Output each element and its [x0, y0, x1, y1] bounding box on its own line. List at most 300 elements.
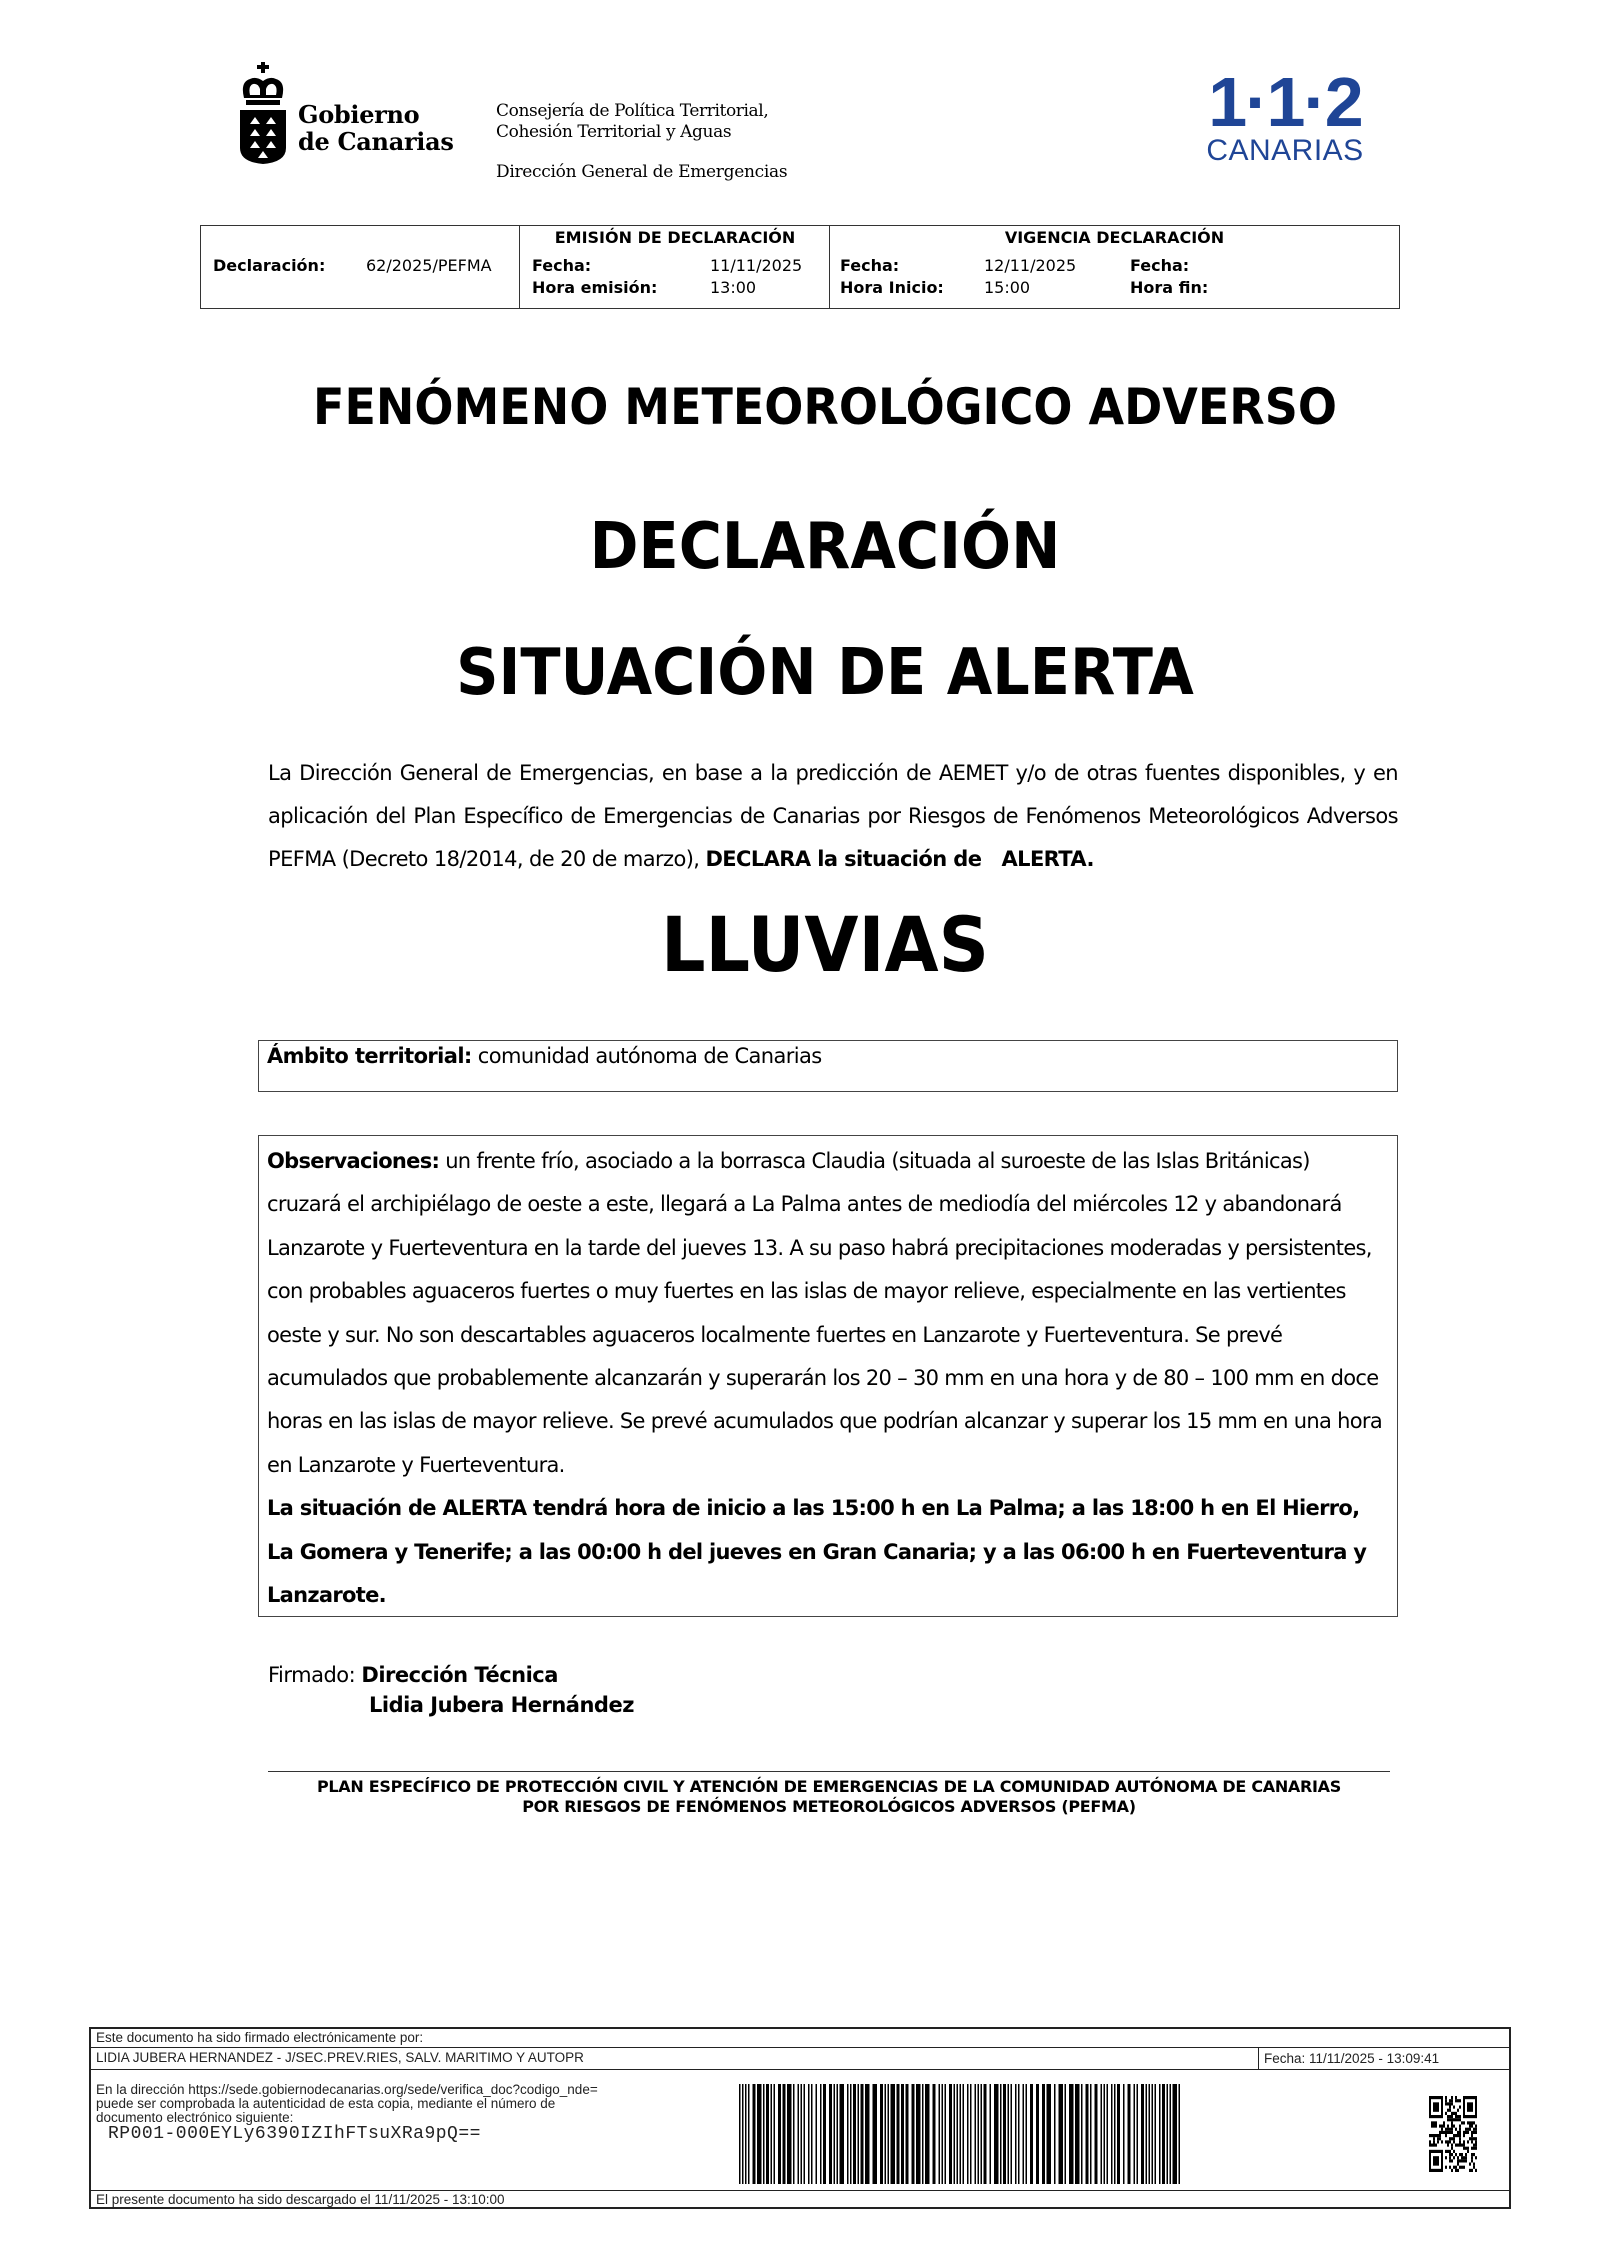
qr-module: [1451, 2153, 1453, 2156]
qr-module: [1459, 2106, 1461, 2109]
barcode-bar: [1026, 2084, 1028, 2184]
qr-module: [1469, 2125, 1471, 2128]
barcode-bar: [840, 2084, 845, 2184]
qr-module: [1457, 2159, 1459, 2162]
barcode-bar: [1075, 2084, 1080, 2184]
qr-module: [1455, 2128, 1457, 2131]
qr-finder: [1433, 2102, 1439, 2112]
qr-module: [1473, 2147, 1475, 2150]
qr-module: [1461, 2153, 1463, 2156]
qr-module: [1463, 2140, 1465, 2143]
qr-module: [1465, 2153, 1467, 2156]
qr-module: [1463, 2166, 1465, 2169]
barcode-bar: [850, 2084, 852, 2184]
qr-module: [1459, 2153, 1461, 2156]
qr-module: [1467, 2150, 1469, 2153]
qr-module: [1465, 2156, 1467, 2159]
qr-module: [1463, 2121, 1465, 2124]
barcode-bar: [1123, 2084, 1125, 2184]
barcode-bar: [748, 2084, 750, 2184]
qr-module: [1473, 2128, 1475, 2131]
verification-text: En la dirección https://sede.gobiernodecanarias.org/sede/verifica_doc?codigo_nde= puede ser comprobada la autenticidad de esta copia, mediante el número de documento electrónico siguiente: RP001-000EYLy6390IZIhFTsuXRa9pQ==: [96, 2082, 598, 2144]
signer-name: LIDIA JUBERA HERNANDEZ - J/SEC.PREV.RIES, SALV. MARITIMO Y AUTOPR: [96, 2050, 584, 2065]
qr-module: [1457, 2115, 1459, 2118]
barcode-bar: [981, 2084, 983, 2184]
qr-module: [1433, 2121, 1435, 2124]
direccion-general: Dirección General de Emergencias: [496, 162, 788, 182]
barcode-bar: [1107, 2084, 1109, 2184]
qr-module: [1453, 2112, 1455, 2115]
barcode-bar: [739, 2084, 741, 2184]
qr-module: [1475, 2144, 1477, 2147]
barcode-bar: [820, 2084, 822, 2184]
barcode-bar: [757, 2084, 762, 2184]
vigencia-fecha-fin-label: Fecha:: [1130, 256, 1190, 275]
barcode-bar: [1173, 2084, 1178, 2184]
qr-module: [1451, 2118, 1453, 2121]
electronic-signature-box: [89, 2027, 1511, 2209]
barcode-bar: [1008, 2084, 1010, 2184]
qr-module: [1447, 2118, 1449, 2121]
qr-module: [1457, 2118, 1459, 2121]
qr-module: [1429, 2140, 1431, 2143]
qr-module: [1449, 2166, 1451, 2169]
barcode-bar: [954, 2084, 956, 2184]
barcode-bar: [984, 2084, 987, 2184]
qr-module: [1451, 2131, 1453, 2134]
qr-module: [1457, 2109, 1459, 2112]
qr-module: [1471, 2134, 1473, 2137]
qr-module: [1445, 2128, 1447, 2131]
barcode-bar: [774, 2084, 776, 2184]
alert-start-times: La situación de ALERTA tendrá hora de inicio a las 15:00 h en La Palma; a las 18:00 h en El Hierro, La Gomera y Tenerife; a las 00:00 h del jueves en Gran Canaria; y a las 06:00 h en Fuerteventura y Lanzarote.: [267, 1496, 1367, 1608]
qr-module: [1475, 2169, 1477, 2172]
qr-module: [1465, 2159, 1467, 2162]
download-date: El presente documento ha sido descargado el 11/11/2025 - 13:10:00: [96, 2192, 505, 2207]
qr-module: [1447, 2125, 1449, 2128]
qr-module: [1463, 2134, 1465, 2137]
qr-module: [1475, 2147, 1477, 2150]
qr-module: [1451, 2099, 1453, 2102]
barcode-bar: [1117, 2084, 1120, 2184]
qr-module: [1447, 2150, 1449, 2153]
qr-module: [1437, 2140, 1439, 2143]
logo-112-number: 1·1·2: [1208, 63, 1362, 141]
qr-module: [1451, 2128, 1453, 2131]
ambito-label: Ámbito territorial:: [267, 1044, 472, 1068]
firmado-label: Firmado:: [268, 1663, 362, 1687]
qr-module: [1455, 2112, 1457, 2115]
qr-module: [1475, 2128, 1477, 2131]
qr-module: [1429, 2144, 1431, 2147]
situation-title: SITUACIÓN DE ALERTA: [456, 636, 1194, 710]
barcode-bar: [834, 2084, 836, 2184]
qr-module: [1463, 2144, 1465, 2147]
qr-module: [1453, 2118, 1455, 2121]
barcode-bar: [763, 2084, 765, 2184]
qr-module: [1443, 2131, 1445, 2134]
vigencia-fecha-value: 12/11/2025: [984, 256, 1077, 275]
declaracion-value: 62/2025/PEFMA: [366, 256, 492, 275]
barcode-bar: [901, 2084, 904, 2184]
barcode-bar: [858, 2084, 860, 2184]
declaracion-label: Declaración:: [213, 256, 326, 275]
qr-module: [1459, 2125, 1461, 2128]
qr-module: [1455, 2115, 1457, 2118]
barcode-bar: [933, 2084, 936, 2184]
qr-module: [1449, 2153, 1451, 2156]
barcode-bar: [990, 2084, 992, 2184]
qr-module: [1469, 2169, 1471, 2172]
qr-module: [1459, 2134, 1461, 2137]
barcode-bar: [861, 2084, 864, 2184]
qr-module: [1451, 2096, 1453, 2099]
qr-module: [1445, 2140, 1447, 2143]
qr-module: [1453, 2106, 1455, 2109]
qr-module: [1459, 2099, 1461, 2102]
gobierno-canarias-crest-icon: [238, 62, 288, 164]
signed-by-label: Este documento ha sido firmado electrónicamente por:: [96, 2030, 424, 2045]
qr-module: [1449, 2150, 1451, 2153]
qr-module: [1473, 2163, 1475, 2166]
qr-module: [1433, 2140, 1435, 2143]
qr-module: [1439, 2134, 1441, 2137]
qr-module: [1447, 2144, 1449, 2147]
qr-module: [1471, 2156, 1473, 2159]
emision-header: EMISIÓN DE DECLARACIÓN: [554, 228, 796, 247]
qr-module: [1455, 2134, 1457, 2137]
qr-module: [1471, 2147, 1473, 2150]
qr-module: [1461, 2159, 1463, 2162]
barcode-bar: [1111, 2084, 1113, 2184]
qr-module: [1455, 2169, 1457, 2172]
logo-112-subtitle: CANARIAS: [1206, 134, 1364, 167]
qr-module: [1459, 2137, 1461, 2140]
qr-module: [1431, 2134, 1433, 2137]
qr-module: [1445, 2102, 1447, 2105]
qr-module: [1469, 2128, 1471, 2131]
consejeria-name: Consejería de Política Territorial, Cohesión Territorial y Aguas: [496, 101, 769, 142]
qr-module: [1449, 2102, 1451, 2105]
barcode-bar: [912, 2084, 915, 2184]
phenomenon-title: FENÓMENO METEOROLÓGICO ADVERSO: [313, 378, 1337, 436]
qr-module: [1465, 2128, 1467, 2131]
qr-module: [1467, 2147, 1469, 2150]
signature-date: Fecha: 11/11/2025 - 13:09:41: [1264, 2051, 1440, 2066]
qr-module: [1473, 2144, 1475, 2147]
qr-module: [1447, 2128, 1449, 2131]
qr-module: [1449, 2159, 1451, 2162]
barcode-bar: [816, 2084, 818, 2184]
qr-module: [1471, 2159, 1473, 2162]
qr-module: [1475, 2125, 1477, 2128]
qr-module: [1455, 2118, 1457, 2121]
barcode-bar: [963, 2084, 965, 2184]
barcode-bar: [1170, 2084, 1172, 2184]
barcode-bar: [811, 2084, 813, 2184]
barcode-bar: [829, 2084, 832, 2184]
qr-module: [1461, 2121, 1463, 2124]
qr-module: [1431, 2125, 1433, 2128]
barcode-bar: [1128, 2084, 1131, 2184]
barcode-bar: [939, 2084, 941, 2184]
qr-module: [1437, 2137, 1439, 2140]
barcode-bar: [978, 2084, 980, 2184]
barcode-bar: [1081, 2084, 1083, 2184]
qr-module: [1433, 2137, 1435, 2140]
barcode-bar: [1167, 2084, 1169, 2184]
barcode-bar: [1069, 2084, 1074, 2184]
qr-module: [1455, 2099, 1457, 2102]
observaciones-label: Observaciones:: [267, 1149, 440, 1173]
vigencia-hora-fin-label: Hora fin:: [1130, 278, 1209, 297]
qr-module: [1447, 2109, 1449, 2112]
qr-module: [1451, 2147, 1453, 2150]
qr-finder: [1467, 2102, 1473, 2112]
barcode-bar: [1030, 2084, 1033, 2184]
qr-module: [1457, 2134, 1459, 2137]
qr-module: [1429, 2134, 1431, 2137]
qr-module: [1457, 2099, 1459, 2102]
qr-module: [1441, 2128, 1443, 2131]
barcode-bar: [1090, 2084, 1092, 2184]
logo-112-canarias: [1200, 63, 1370, 168]
vigencia-section: [829, 226, 1399, 308]
qr-module: [1453, 2166, 1455, 2169]
qr-module: [1431, 2144, 1433, 2147]
barcode-bar: [837, 2084, 839, 2184]
qr-module: [1473, 2131, 1475, 2134]
qr-module: [1451, 2159, 1453, 2162]
emision-hora-value: 13:00: [710, 278, 757, 297]
qr-module: [1449, 2137, 1451, 2140]
qr-module: [1437, 2134, 1439, 2137]
qr-module: [1441, 2125, 1443, 2128]
barcode-bar: [1042, 2084, 1045, 2184]
qr-module: [1469, 2137, 1471, 2140]
barcode-bar: [906, 2084, 909, 2184]
barcode-bar: [766, 2084, 769, 2184]
qr-module: [1455, 2096, 1457, 2099]
observaciones-text: Observaciones: un frente frío, asociado a la borrasca Claudia (situada al suroeste de las Islas Británicas) cruzará el archipiélago de oeste a este, llegará a La Palma antes de mediodía del miércoles 12 y abandonará Lanzarote y Fuerteventura en la tarde del jueves 13. A su paso habrá precipitaciones moderadas y persistentes, con probables aguaceros fuertes o muy fuertes en las islas de mayor relieve, especialmente en las vertientes oeste y sur. No son descartables aguaceros localmente fuertes en Lanzarote y Fuerteventura. Se prevé acumulados que probablemente alcanzarán y superarán los 20 – 30 mm en una hora y de 80 – 100 mm en doce horas en las islas de mayor relieve. Se prevé acumulados que podrían alcanzar y superar los 15 mm en una hora en Lanzarote y Fuerteventura.: [267, 1149, 1382, 1477]
barcode-bar: [798, 2084, 800, 2184]
qr-module: [1459, 2144, 1461, 2147]
qr-module: [1449, 2140, 1451, 2143]
qr-module: [1433, 2125, 1435, 2128]
qr-module: [1471, 2131, 1473, 2134]
qr-module: [1473, 2137, 1475, 2140]
qr-module: [1451, 2102, 1453, 2105]
qr-module: [1467, 2140, 1469, 2143]
barcode-bar: [823, 2084, 826, 2184]
barcode-bar: [957, 2084, 959, 2184]
qr-module: [1475, 2140, 1477, 2143]
qr-module: [1455, 2153, 1457, 2156]
qr-module: [1471, 2140, 1473, 2143]
qr-module: [1445, 2134, 1447, 2137]
qr-module: [1465, 2147, 1467, 2150]
qr-module: [1459, 2118, 1461, 2121]
qr-module: [1455, 2144, 1457, 2147]
qr-module: [1443, 2125, 1445, 2128]
qr-module: [1451, 2144, 1453, 2147]
barcode-bar: [1036, 2084, 1039, 2184]
qr-module: [1441, 2131, 1443, 2134]
qr-module: [1461, 2144, 1463, 2147]
qr-module: [1467, 2128, 1469, 2131]
firmado-role: Dirección Técnica: [361, 1663, 558, 1687]
qr-module: [1459, 2159, 1461, 2162]
barcode-bar: [873, 2084, 878, 2184]
qr-module: [1451, 2169, 1453, 2172]
qr-module: [1445, 2150, 1447, 2153]
qr-module: [1467, 2131, 1469, 2134]
qr-module: [1445, 2156, 1447, 2159]
barcode-bar: [1095, 2084, 1098, 2184]
barcode-bar: [885, 2084, 887, 2184]
declaration-info-table: [200, 225, 1400, 309]
barcode-bar: [1086, 2084, 1089, 2184]
qr-module: [1457, 2156, 1459, 2159]
barcode-bar: [1134, 2084, 1136, 2184]
qr-module: [1449, 2156, 1451, 2159]
qr-module: [1459, 2128, 1461, 2131]
ambito-territorial-box: [258, 1040, 1398, 1092]
barcode-bar: [949, 2084, 952, 2184]
hazard-type: LLUVIAS: [660, 900, 989, 989]
qr-module: [1473, 2166, 1475, 2169]
emision-hora-label: Hora emisión:: [532, 278, 658, 297]
qr-module: [1463, 2131, 1465, 2134]
qr-module: [1459, 2131, 1461, 2134]
plan-divider: [268, 1771, 1390, 1772]
qr-module: [1451, 2125, 1453, 2128]
qr-module: [1439, 2131, 1441, 2134]
qr-module: [1457, 2169, 1459, 2172]
qr-module: [1475, 2156, 1477, 2159]
qr-module: [1447, 2115, 1449, 2118]
barcode-bar: [916, 2084, 921, 2184]
qr-module: [1449, 2099, 1451, 2102]
barcode-bar: [1149, 2084, 1151, 2184]
barcode-bar: [847, 2084, 849, 2184]
qr-module: [1453, 2125, 1455, 2128]
qr-module: [1447, 2102, 1449, 2105]
qr-module: [1457, 2131, 1459, 2134]
barcode-bar: [994, 2084, 999, 2184]
barcode-bar: [967, 2084, 969, 2184]
qr-module: [1467, 2121, 1469, 2124]
barcode-bar: [1146, 2084, 1148, 2184]
ambito-value: comunidad autónoma de Canarias: [471, 1044, 822, 1068]
barcode-bar: [1015, 2084, 1017, 2184]
qr-module: [1447, 2140, 1449, 2143]
qr-module: [1445, 2099, 1447, 2102]
qr-module: [1471, 2169, 1473, 2172]
qr-module: [1473, 2153, 1475, 2156]
qr-module: [1445, 2112, 1447, 2115]
qr-module: [1461, 2156, 1463, 2159]
barcode-bar: [1104, 2084, 1106, 2184]
qr-module: [1441, 2140, 1443, 2143]
document-code: RP001-000EYLy6390IZIhFTsuXRa9pQ==: [108, 2124, 481, 2144]
qr-module: [1433, 2144, 1435, 2147]
barcode-bar: [865, 2084, 870, 2184]
barcode-bar: [1011, 2084, 1013, 2184]
qr-module: [1445, 2166, 1447, 2169]
barcode-bar: [1179, 2084, 1181, 2184]
qr-module: [1431, 2121, 1433, 2124]
qr-module: [1469, 2121, 1471, 2124]
qr-module: [1453, 2156, 1455, 2159]
barcode-bar: [787, 2084, 792, 2184]
qr-module: [1465, 2131, 1467, 2134]
qr-module: [1475, 2131, 1477, 2134]
qr-module: [1473, 2121, 1475, 2124]
barcode-bar: [1141, 2084, 1144, 2184]
qr-finder: [1433, 2156, 1439, 2166]
qr-module: [1463, 2159, 1465, 2162]
barcode-bar: [880, 2084, 883, 2184]
barcode-icon: [739, 2084, 1191, 2184]
plan-footer: PLAN ESPECÍFICO DE PROTECCIÓN CIVIL Y ATENCIÓN DE EMERGENCIAS DE LA COMUNIDAD AUTÓNOMA DE CANARIAS POR RIESGOS DE FENÓMENOS METEOROLÓGICOS ADVERSOS (PEFMA): [316, 1777, 1341, 1816]
barcode-bar: [1065, 2084, 1067, 2184]
observaciones-box: [258, 1135, 1398, 1617]
barcode-bar: [1101, 2084, 1103, 2184]
qr-module: [1435, 2121, 1437, 2124]
organization-name: Gobierno de Canarias: [298, 100, 454, 156]
qr-module: [1447, 2131, 1449, 2134]
qr-module: [1469, 2163, 1471, 2166]
qr-module: [1475, 2137, 1477, 2140]
barcode-bar: [1018, 2084, 1020, 2184]
barcode-bar: [778, 2084, 781, 2184]
qr-module: [1453, 2140, 1455, 2143]
qr-module: [1435, 2134, 1437, 2137]
qr-module: [1449, 2109, 1451, 2112]
barcode-bar: [771, 2084, 773, 2184]
barcode-bar: [942, 2084, 944, 2184]
barcode-bar: [804, 2084, 806, 2184]
qr-module: [1449, 2118, 1451, 2121]
qr-module: [1433, 2134, 1435, 2137]
barcode-bar: [1047, 2084, 1052, 2184]
qr-module: [1449, 2128, 1451, 2131]
qr-module: [1471, 2121, 1473, 2124]
qr-module: [1471, 2137, 1473, 2140]
qr-module: [1463, 2147, 1465, 2150]
qr-code-icon[interactable]: [1429, 2096, 1477, 2172]
vigencia-header: VIGENCIA DECLARACIÓN: [1004, 228, 1225, 247]
vigencia-hora-inicio-value: 15:00: [984, 278, 1031, 297]
barcode-bar: [1003, 2084, 1006, 2184]
intro-paragraph: La Dirección General de Emergencias, en base a la predicción de AEMET y/o de otras fuentes disponibles, y en aplicación del Plan Específico de Emergencias de Canarias por Riesgos de Fenómenos Meteorológicos Adversos PEFMA (Decreto 18/2014, de 20 de marzo), DECLARA la situación de ALERTA.: [268, 761, 1398, 871]
firmado-name: Lidia Jubera Hernández: [369, 1693, 634, 1717]
qr-module: [1449, 2106, 1451, 2109]
qr-module: [1459, 2166, 1461, 2169]
qr-module: [1453, 2150, 1455, 2153]
qr-module: [1451, 2115, 1453, 2118]
barcode-bar: [975, 2084, 977, 2184]
barcode-bar: [783, 2084, 786, 2184]
qr-module: [1439, 2125, 1441, 2128]
barcode-bar: [888, 2084, 890, 2184]
qr-module: [1451, 2112, 1453, 2115]
barcode-bar: [945, 2084, 947, 2184]
barcode-bar: [853, 2084, 856, 2184]
qr-module: [1435, 2125, 1437, 2128]
barcode-bar: [970, 2084, 972, 2184]
